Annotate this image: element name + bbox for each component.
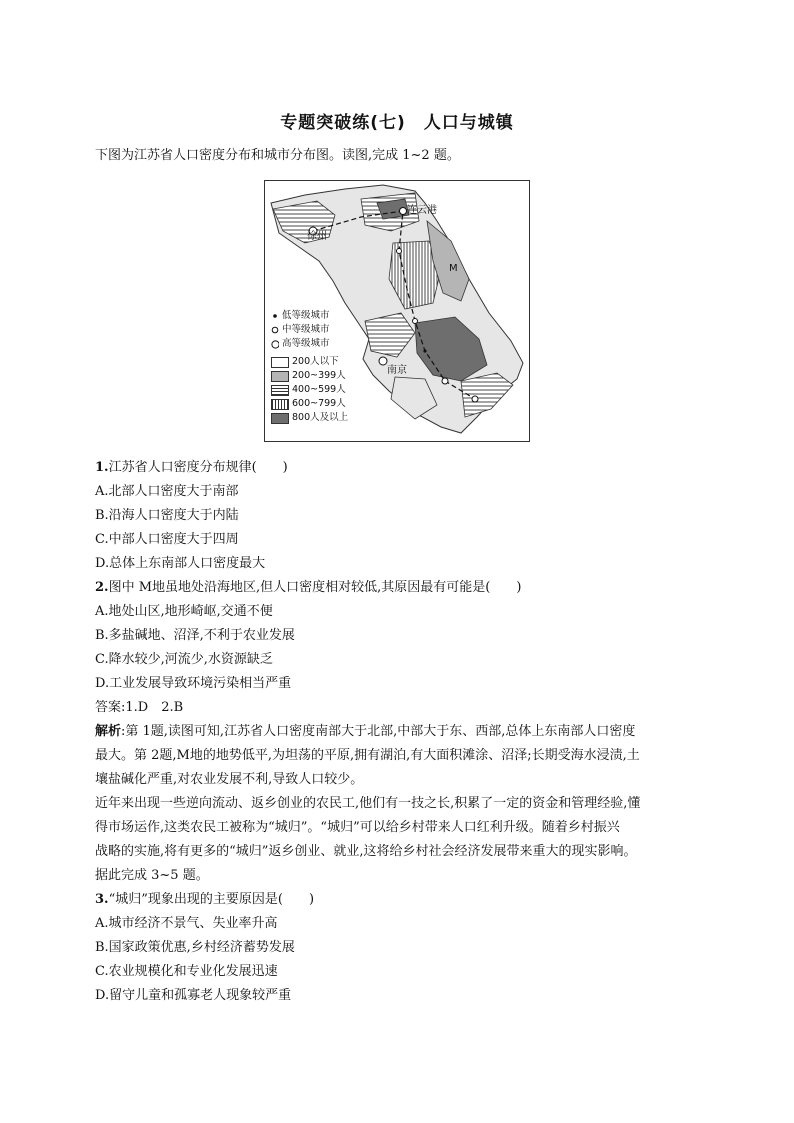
passage-line-3: 战略的实施,将有更多的“城归”返乡创业、就业,这将给乡村社会经济发展带来重大的现实影响。 [95, 844, 637, 859]
q3-option-a: A.城市经济不景气、失业率升高 [95, 916, 278, 931]
q3-stem: 3.“城归”现象出现的主要原因是( ) [95, 892, 315, 907]
q3-option-d: D.留守儿童和孤寡老人现象较严重 [95, 988, 292, 1003]
map-legend [271, 309, 348, 425]
city-mid-4 [472, 396, 478, 402]
q1-option-b: B.沿海人口密度大于内陆 [95, 508, 239, 523]
legend-density-5: 800人及以上 [271, 411, 348, 425]
legend-density-2: 200~399人 [271, 369, 348, 383]
city-mid-2 [413, 319, 418, 324]
analysis-line-1: 解析:第 1题,读图可知,江苏省人口密度南部大于北部,中部大于东、西部,总体上东南部人口密度 [95, 724, 636, 739]
city-lianyungang [400, 208, 407, 215]
city-mid-3 [442, 378, 448, 384]
answer-text: 答案:1.D 2.B [95, 700, 184, 715]
mid-city-icon [271, 326, 279, 334]
q2-option-a: A.地处山区,地形崎岖,交通不便 [95, 604, 273, 619]
jiangsu-population-map [264, 180, 530, 442]
low-city-icon [271, 313, 279, 319]
label-nanjing: 南京 [387, 365, 407, 376]
passage-line-2: 得市场运作,这类农民工被称为“城归”。“城归”可以给乡村带来人口红利升级。随着乡村振兴 [95, 820, 620, 835]
q1-option-a: A.北部人口密度大于南部 [95, 484, 239, 499]
page-title: 专题突破练(七) 人口与城镇 [280, 113, 514, 133]
city-low-1 [423, 349, 426, 352]
q2-stem: 2.图中 M地虽地处沿海地区,但人口密度相对较低,其原因最有可能是( ) [95, 580, 522, 595]
passage-line-1: 近年来出现一些逆向流动、返乡创业的农民工,他们有一技之长,积累了一定的资金和管理经验,懂 [95, 796, 641, 811]
city-mid-1 [397, 249, 402, 254]
q3-option-b: B.国家政策优惠,乡村经济蓄势发展 [95, 940, 295, 955]
analysis-line-3: 壤盐碱化严重,对农业发展不利,导致人口较少。 [95, 772, 364, 787]
legend-density-3: 400~599人 [271, 383, 348, 397]
passage-line-4: 据此完成 3~5 题。 [95, 868, 209, 883]
q1-stem: 1.江苏省人口密度分布规律( ) [95, 460, 288, 475]
city-nanjing [379, 357, 387, 365]
label-lianyungang: 连云港 [407, 205, 437, 216]
legend-density-1: 200人以下 [271, 355, 348, 369]
label-xuzhou: 徐州 [307, 231, 327, 242]
q2-option-c: C.降水较少,河流少,水资源缺乏 [95, 652, 273, 667]
legend-high-city: 高等级城市 [271, 337, 348, 351]
legend-density-4: 600~799人 [271, 397, 348, 411]
legend-mid-city: 中等级城市 [271, 323, 348, 337]
q3-option-c: C.农业规模化和专业化发展迅速 [95, 964, 278, 979]
analysis-line-2: 最大。第 2题,M地的地势低平,为坦荡的平原,拥有湖泊,有大面积滩涂、沼泽;长期受海水浸渍,土 [95, 748, 640, 763]
q2-option-b: B.多盐碱地、沼泽,不利于农业发展 [95, 628, 295, 643]
label-m: M [449, 263, 458, 274]
intro-text: 下图为江苏省人口密度分布和城市分布图。读图,完成 1~2 题。 [95, 148, 460, 163]
q1-option-d: D.总体上东南部人口密度最大 [95, 556, 266, 571]
legend-low-city: 低等级城市 [271, 309, 348, 323]
q2-option-d: D.工业发展导致环境污染相当严重 [95, 676, 292, 691]
q1-option-c: C.中部人口密度大于四周 [95, 532, 239, 547]
high-city-icon [271, 340, 279, 349]
